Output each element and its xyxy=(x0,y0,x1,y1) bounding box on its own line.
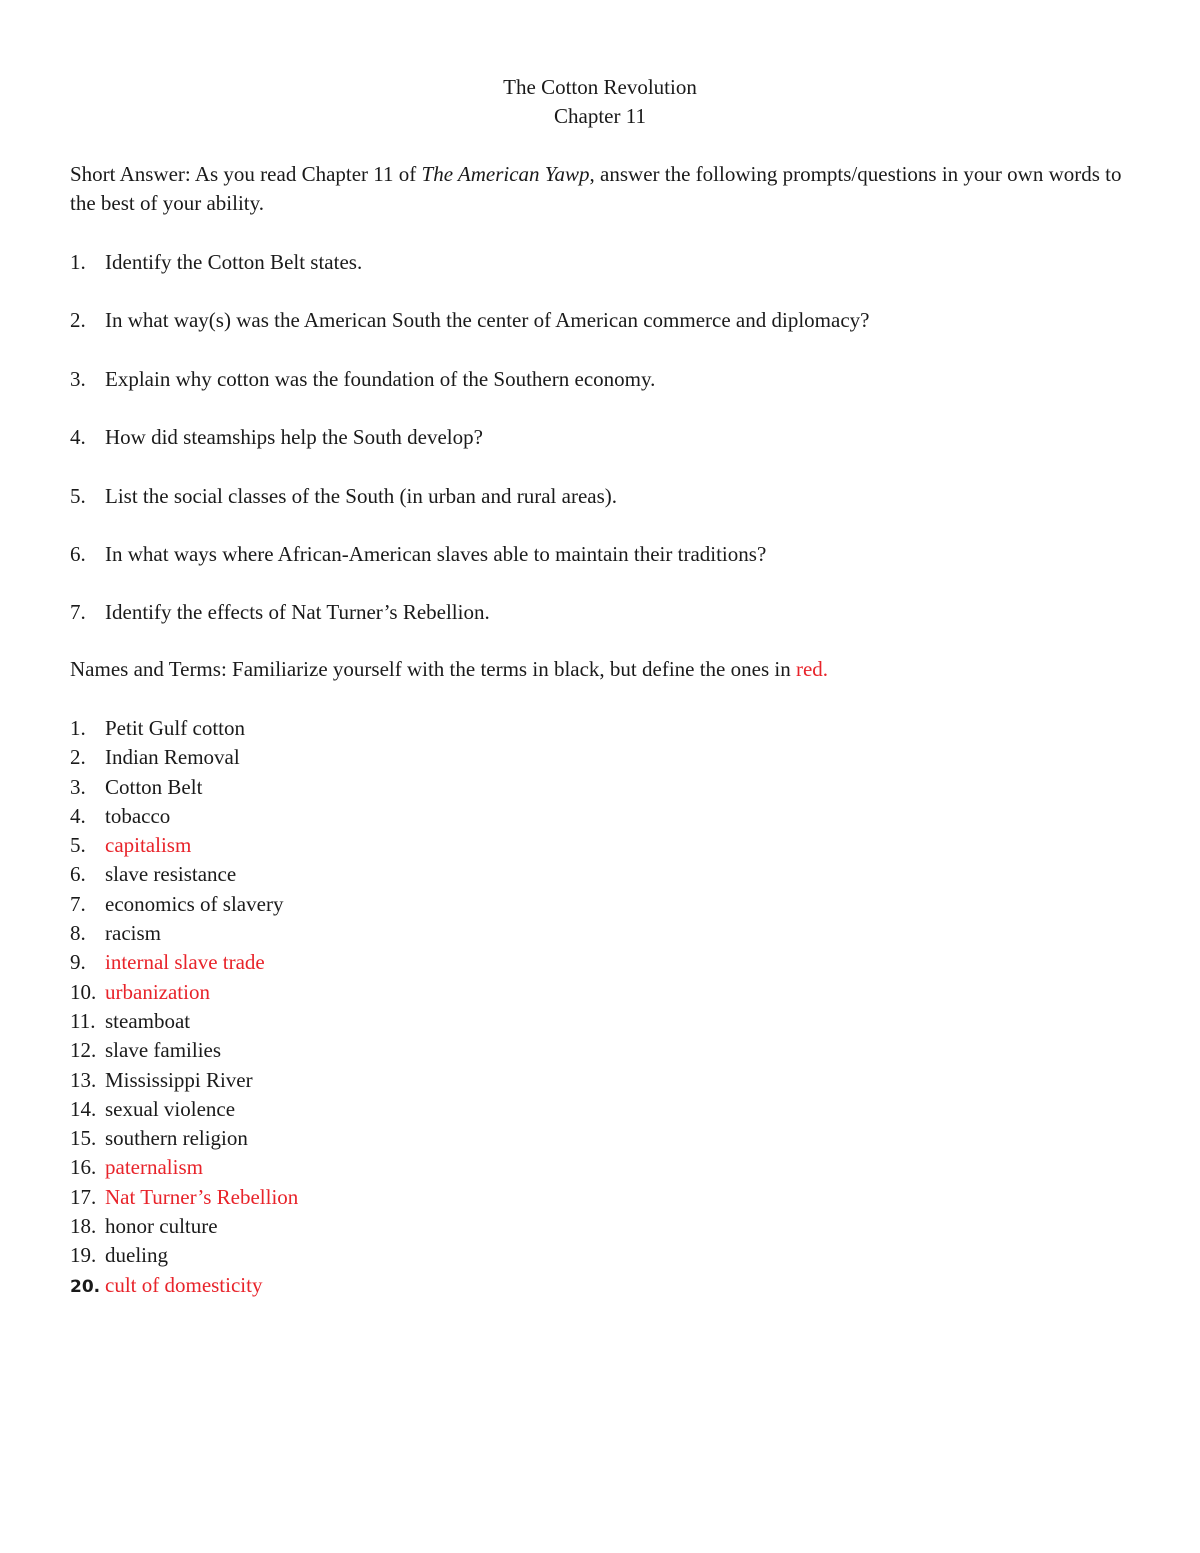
term-text: racism xyxy=(105,921,161,946)
term-number: 14. xyxy=(70,1096,97,1121)
term-number: 10. xyxy=(70,979,97,1004)
term-number: 19. xyxy=(70,1243,97,1268)
term-text: dueling xyxy=(105,1243,168,1268)
term-text: Mississippi River xyxy=(105,1067,253,1092)
instructions-text: Short Answer: As you read Chapter 11 of xyxy=(70,162,422,186)
terms-list xyxy=(70,714,298,1300)
question-number: 4. xyxy=(70,425,86,450)
term-item xyxy=(70,1124,298,1153)
term-item xyxy=(70,1036,298,1065)
question-item xyxy=(70,598,869,656)
term-number: 8. xyxy=(70,921,86,946)
term-text: Indian Removal xyxy=(105,745,240,770)
term-item xyxy=(70,773,298,802)
term-number: 6. xyxy=(70,862,86,887)
question-item xyxy=(70,540,869,598)
term-text: honor culture xyxy=(105,1214,218,1239)
question-item xyxy=(70,306,869,364)
term-item xyxy=(70,1212,298,1241)
term-number: 17. xyxy=(70,1184,97,1209)
question-item xyxy=(70,365,869,423)
term-text: slave resistance xyxy=(105,862,237,887)
question-item xyxy=(70,248,869,306)
question-text: In what way(s) was the American South the center of American commerce and diplomacy? xyxy=(105,308,870,333)
term-item-define xyxy=(70,1153,298,1182)
term-text: Cotton Belt xyxy=(105,774,203,799)
term-item xyxy=(70,1095,298,1124)
short-answer-instructions xyxy=(70,160,1135,218)
term-item xyxy=(70,743,298,772)
term-text: capitalism xyxy=(105,833,192,858)
term-item xyxy=(70,1066,298,1095)
term-item xyxy=(70,714,298,743)
question-text: Identify the Cotton Belt states. xyxy=(105,250,363,274)
term-number: 5. xyxy=(70,833,86,858)
term-number: 4. xyxy=(70,803,86,828)
document-title: The Cotton Revolution xyxy=(503,75,697,99)
question-number: 5. xyxy=(70,483,86,508)
book-title: The American Yawp xyxy=(421,162,590,186)
term-number: 15. xyxy=(70,1126,97,1151)
term-item-define xyxy=(70,831,298,860)
term-text: cult of domesticity xyxy=(105,1272,263,1297)
term-item-define xyxy=(70,978,298,1007)
question-number: 2. xyxy=(70,308,86,333)
term-text: sexual violence xyxy=(105,1096,236,1121)
term-text: slave families xyxy=(105,1038,222,1063)
term-text: economics of slavery xyxy=(105,891,284,916)
term-item xyxy=(70,1007,298,1036)
term-text: steamboat xyxy=(105,1008,191,1033)
term-number: 13. xyxy=(70,1067,97,1092)
term-item xyxy=(70,1241,298,1270)
question-item xyxy=(70,482,869,540)
term-number: 11. xyxy=(70,1008,96,1033)
term-text: southern religion xyxy=(105,1126,248,1151)
term-item xyxy=(70,802,298,831)
term-text: Nat Turner’s Rebellion xyxy=(105,1184,299,1209)
instructions-text-end: , answer the following prompts/questions in your own words to the best of your ability. xyxy=(70,162,1122,215)
term-item-define xyxy=(70,1183,298,1212)
question-text: In what ways where African-American slaves able to maintain their traditions? xyxy=(105,541,767,566)
terms-instructions-red-word: red. xyxy=(795,657,829,681)
question-item xyxy=(70,423,869,481)
term-number: 2. xyxy=(70,745,86,770)
question-text: List the social classes of the South (in urban and rural areas). xyxy=(105,483,618,508)
question-number: 1. xyxy=(70,250,86,274)
term-item-define xyxy=(70,1271,298,1300)
term-number: 20. xyxy=(70,1276,101,1297)
term-text: tobacco xyxy=(105,803,171,828)
term-number: 7. xyxy=(70,891,86,916)
question-number: 7. xyxy=(70,600,86,625)
terms-instructions xyxy=(70,655,828,683)
term-text: urbanization xyxy=(105,979,210,1004)
term-item xyxy=(70,890,298,919)
term-number: 3. xyxy=(70,774,86,799)
term-number: 9. xyxy=(70,950,86,975)
term-text: Petit Gulf cotton xyxy=(105,716,245,740)
term-number: 16. xyxy=(70,1155,97,1180)
term-item-define xyxy=(70,948,298,977)
term-number: 18. xyxy=(70,1214,97,1239)
question-number: 6. xyxy=(70,541,86,566)
document-subtitle: Chapter 11 xyxy=(554,104,646,128)
term-text: internal slave trade xyxy=(105,950,265,975)
question-number: 3. xyxy=(70,366,86,391)
question-text: Explain why cotton was the foundation of the Southern economy. xyxy=(105,366,656,391)
terms-instructions-text: Names and Terms: Familiarize yourself with the terms in black, but define the ones in xyxy=(70,657,796,681)
question-list xyxy=(70,248,869,657)
term-number: 1. xyxy=(70,716,86,740)
question-text: How did steamships help the South develop? xyxy=(105,425,483,450)
term-number: 12. xyxy=(70,1038,97,1063)
term-text: paternalism xyxy=(105,1155,203,1180)
question-text: Identify the effects of Nat Turner’s Rebellion. xyxy=(105,600,490,625)
term-item xyxy=(70,860,298,889)
term-item xyxy=(70,919,298,948)
